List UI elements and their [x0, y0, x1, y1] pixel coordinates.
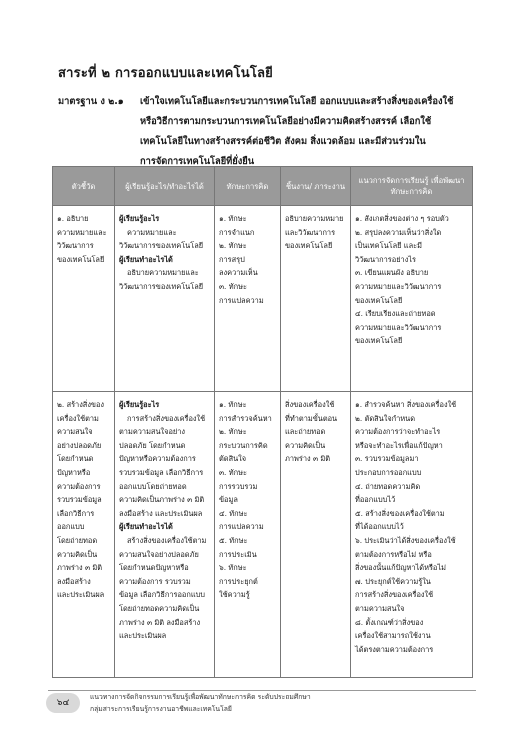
cell-line: ความหมายและวิวัฒนาการ — [355, 322, 442, 332]
cell-line: รวบรวมข้อมูล — [57, 495, 102, 505]
cell-line: ๒. ทักษะ — [219, 241, 247, 251]
cell-line: และวิวัฒนาการ — [285, 227, 336, 237]
cell-line: ความหมายและ — [127, 227, 177, 237]
cell-line: การประเมิน — [219, 549, 257, 559]
cell-line: ๕. ทักษะ — [219, 535, 248, 545]
learn-cell — [115, 206, 215, 392]
cell-line: ๑. ทักษะ — [219, 214, 247, 223]
cell-line: ๓. รวบรวมข้อมูลมา — [355, 454, 419, 464]
cell-line: ๑. ทักษะ — [219, 400, 247, 409]
work-cell — [281, 206, 351, 392]
cell-line: การแปลความ — [219, 522, 264, 532]
standard-code: มาตรฐาน ง ๒.๑ — [58, 96, 124, 107]
skills-cell — [215, 206, 281, 392]
indicator-cell — [53, 206, 115, 392]
cell-line: ปลอดภัย โดยกำหนด — [119, 440, 186, 450]
cell-line: การสรุป — [219, 254, 245, 264]
cell-line: ๘. ตั้งเกณฑ์ว่าสิ่งของ — [355, 617, 424, 627]
cell-line: การประยุกต์ — [219, 576, 258, 586]
cell-line: ของเทคโนโลยี — [355, 295, 403, 305]
cell-line: ๒. ทักษะ — [219, 427, 247, 437]
cell-line: ตัดสินใจ — [219, 454, 247, 464]
cell-line: ออกแบบโดยถ่ายทอด — [119, 481, 187, 491]
cell-line: และถ่ายทอด — [285, 427, 326, 437]
cell-line: โดยกำหนดปัญหาหรือ — [119, 563, 189, 573]
footer-line-1: แนวทางการจัดกิจกรรมการเรียนรู้เพื่อพัฒนาทักษะการคิด ระดับประถมศึกษา — [90, 693, 311, 701]
table-row — [53, 392, 473, 678]
cell-line: เป็นเทคโนโลยี และมี — [355, 241, 422, 251]
cell-line: รวบรวมข้อมูล เลือกวิธีการ — [119, 467, 204, 477]
cell-line: ที่ได้ออกแบบไว้ — [355, 522, 404, 532]
standard-line: การจัดการเทคโนโลยีที่ยั่งยืน — [140, 156, 255, 167]
cell-line: โดยถ่ายทอด — [57, 535, 98, 545]
learn-cell — [115, 392, 215, 678]
cell-line: การสำรวจค้นหา — [219, 413, 272, 423]
cell-line: ๓. ทักษะ — [219, 281, 247, 291]
cell-line: อธิบายความหมายและ — [127, 268, 199, 278]
cell-line: การจำแนก — [219, 227, 255, 237]
cell-line: ๒. สรุปลงความเห็นว่าสิ่งใด — [355, 227, 442, 237]
cell-line: ลงความเห็น — [219, 268, 258, 278]
cell-line: อย่างปลอดภัย — [57, 440, 102, 450]
cell-line: ข้อมูล — [219, 495, 238, 505]
cell-line: ๑. อธิบาย — [57, 214, 89, 223]
cell-line: และประเมินผล — [57, 590, 105, 600]
cell-line: ๑. สังเกตสิ่งของต่าง ๆ รอบตัว — [355, 214, 449, 223]
cell-line: โดยถ่ายทอดความคิดเป็น — [119, 603, 200, 613]
skills-cell — [215, 392, 281, 678]
cell-line: เลือกวิธีการ — [57, 508, 95, 518]
cell-line: ลงมือสร้าง — [57, 576, 91, 586]
cell-line: ตามความสนใจอย่าง — [119, 427, 185, 437]
page-number: ๖๔ — [46, 693, 80, 713]
cell-line: ๕. สร้างสิ่งของเครื่องใช้ตาม — [355, 508, 445, 518]
cell-line: วิวัฒนาการของเทคโนโลยี — [119, 281, 204, 291]
cell-line: ความคิดเป็น — [285, 440, 326, 450]
cell-line: ๖. ประเมินว่าได้สิ่งของเครื่องใช้ — [355, 535, 456, 545]
cell-line: ได้ตรงตามความต้องการ — [355, 644, 434, 654]
cell-line: ออกแบบ — [57, 522, 85, 532]
learning-table — [52, 166, 473, 678]
cell-line: ของเทคโนโลยี — [57, 254, 105, 264]
cell-line: หรือจะทำอะไรเพื่อแก้ปัญหา — [355, 440, 443, 450]
cell-line: ๒. ตัดสินใจกำหนด — [355, 413, 416, 423]
cell-line: การรวบรวม — [219, 481, 258, 491]
cell-line: ของเทคโนโลยี — [355, 336, 403, 346]
cell-line: ๑. สำรวจค้นหา สิ่งของเครื่องใช้ — [355, 400, 457, 409]
cell-line: ความคิดเป็น — [57, 549, 98, 559]
cell-line: ความหมายและ — [57, 227, 107, 237]
cell-line: ความสนใจ — [57, 427, 93, 437]
work-cell — [281, 392, 351, 678]
cell-line: กระบวนการคิด — [219, 440, 268, 450]
cell-line: ภาพร่าง ๓ มิติ ลงมือสร้าง — [119, 617, 201, 627]
cell-line: การสร้างสิ่งของเครื่องใช้ — [355, 590, 434, 600]
cell-line: อธิบายความหมาย — [285, 214, 344, 223]
cell-line: และประเมินผล — [119, 631, 167, 641]
approach-cell — [351, 392, 473, 678]
table-row — [53, 206, 473, 392]
cell-line: ๖. ทักษะ — [219, 563, 247, 573]
indicator-cell — [53, 392, 115, 678]
standard-line: หรือวิธีการตามกระบวนการเทคโนโลยีอย่างมีความคิดสร้างสรรค์ เลือกใช้ — [140, 116, 432, 127]
cell-line: ๔. ทักษะ — [219, 508, 248, 518]
approach-cell — [351, 206, 473, 392]
cell-line: ๔. เรียบเรียงและถ่ายทอด — [355, 309, 436, 319]
cell-line: ของเทคโนโลยี — [285, 241, 333, 251]
cell-line: เครื่องใช้สามารถใช้งาน — [355, 631, 431, 641]
cell-line: ปัญหาหรือความต้องการ — [119, 454, 196, 464]
cell-line: สิ่งของเครื่องใช้ — [285, 400, 335, 409]
cell-line: ๓. ทักษะ — [219, 467, 247, 477]
header-approach: แนวการจัดการเรียนรู้ เพื่อพัฒนาทักษะการคิด — [351, 167, 473, 206]
cell-line: ความต้องการ รวบรวม — [119, 576, 191, 586]
cell-line: ๗. ประยุกต์ใช้ความรู้ใน — [355, 576, 431, 586]
cell-line: ใช้ความรู้ — [219, 590, 250, 600]
cell-line: สิ่งของนั้นแก้ปัญหาได้หรือไม่ — [355, 563, 446, 573]
cell-line: ที่ออกแบบไว้ — [355, 495, 396, 505]
cell-line: การแปลความ — [219, 295, 264, 305]
cell-line: วิวัฒนาการ — [57, 241, 94, 251]
cell-line: ตามต้องการหรือไม่ หรือ — [355, 549, 432, 559]
cell-line: ลงมือสร้าง และประเมินผล — [119, 508, 203, 518]
cell-line: วิวัฒนาการอย่างไร — [355, 254, 416, 264]
table-header-row — [53, 167, 473, 206]
cell-line: ผู้เรียนทำอะไรได้ — [119, 522, 173, 532]
cell-line: ความต้องการว่าจะทำอะไร — [355, 427, 441, 437]
standard-text — [140, 92, 478, 172]
cell-line: ประกอบการออกแบบ — [355, 467, 422, 477]
footer-line-2: กลุ่มสาระการเรียนรู้การงานอาชีพและเทคโนโลยี — [90, 705, 232, 713]
standard-line: เทคโนโลยีในทางสร้างสรรค์ต่อชีวิต สังคม สิ่งแวดล้อม และมีส่วนร่วมใน — [140, 136, 426, 147]
cell-line: ความสนใจอย่างปลอดภัย — [119, 549, 199, 559]
cell-line: ปัญหาหรือ — [57, 467, 91, 477]
standard-block — [58, 92, 478, 172]
cell-line: ความหมายและวิวัฒนาการ — [355, 281, 442, 291]
cell-line: สร้างสิ่งของเครื่องใช้ตาม — [127, 535, 207, 545]
header-skills: ทักษะการคิด — [215, 167, 281, 206]
cell-line: ความต้องการ — [57, 481, 101, 491]
cell-line: ๓. เขียนแผนผัง อธิบาย — [355, 268, 429, 278]
header-learn: ผู้เรียนรู้อะไร/ทำอะไรได้ — [115, 167, 215, 206]
cell-line: ภาพร่าง ๓ มิติ — [285, 454, 331, 464]
cell-line: วิวัฒนาการของเทคโนโลยี — [119, 241, 204, 251]
cell-line: ที่ทำตามขั้นตอน — [285, 413, 338, 423]
header-indicator: ตัวชี้วัด — [53, 167, 115, 206]
cell-line: เครื่องใช้ตาม — [57, 413, 99, 423]
cell-line: การสร้างสิ่งของเครื่องใช้ — [127, 413, 206, 423]
cell-line: ผู้เรียนรู้อะไร — [119, 214, 160, 223]
footer-text — [90, 691, 311, 715]
cell-line: ๒. สร้างสิ่งของ — [57, 400, 105, 409]
cell-line: ผู้เรียนรู้อะไร — [119, 400, 160, 409]
section-title: สาระที่ ๒ การออกแบบและเทคโนโลยี — [58, 66, 273, 81]
cell-line: ๔. ถ่ายทอดความคิด — [355, 481, 421, 491]
cell-line: โดยกำหนด — [57, 454, 94, 464]
standard-line: เข้าใจเทคโนโลยีและกระบวนการเทคโนโลยี ออกแบบและสร้างสิ่งของเครื่องใช้ — [140, 96, 454, 107]
cell-line: ภาพร่าง ๓ มิติ — [57, 563, 103, 573]
cell-line: ผู้เรียนทำอะไรได้ — [119, 254, 173, 264]
cell-line: ข้อมูล เลือกวิธีการออกแบบ — [119, 590, 205, 600]
cell-line: ความคิดเป็นภาพร่าง ๓ มิติ — [119, 495, 205, 505]
header-work: ชิ้นงาน/ ภาระงาน — [281, 167, 351, 206]
cell-line: ตามความสนใจ — [355, 603, 405, 613]
